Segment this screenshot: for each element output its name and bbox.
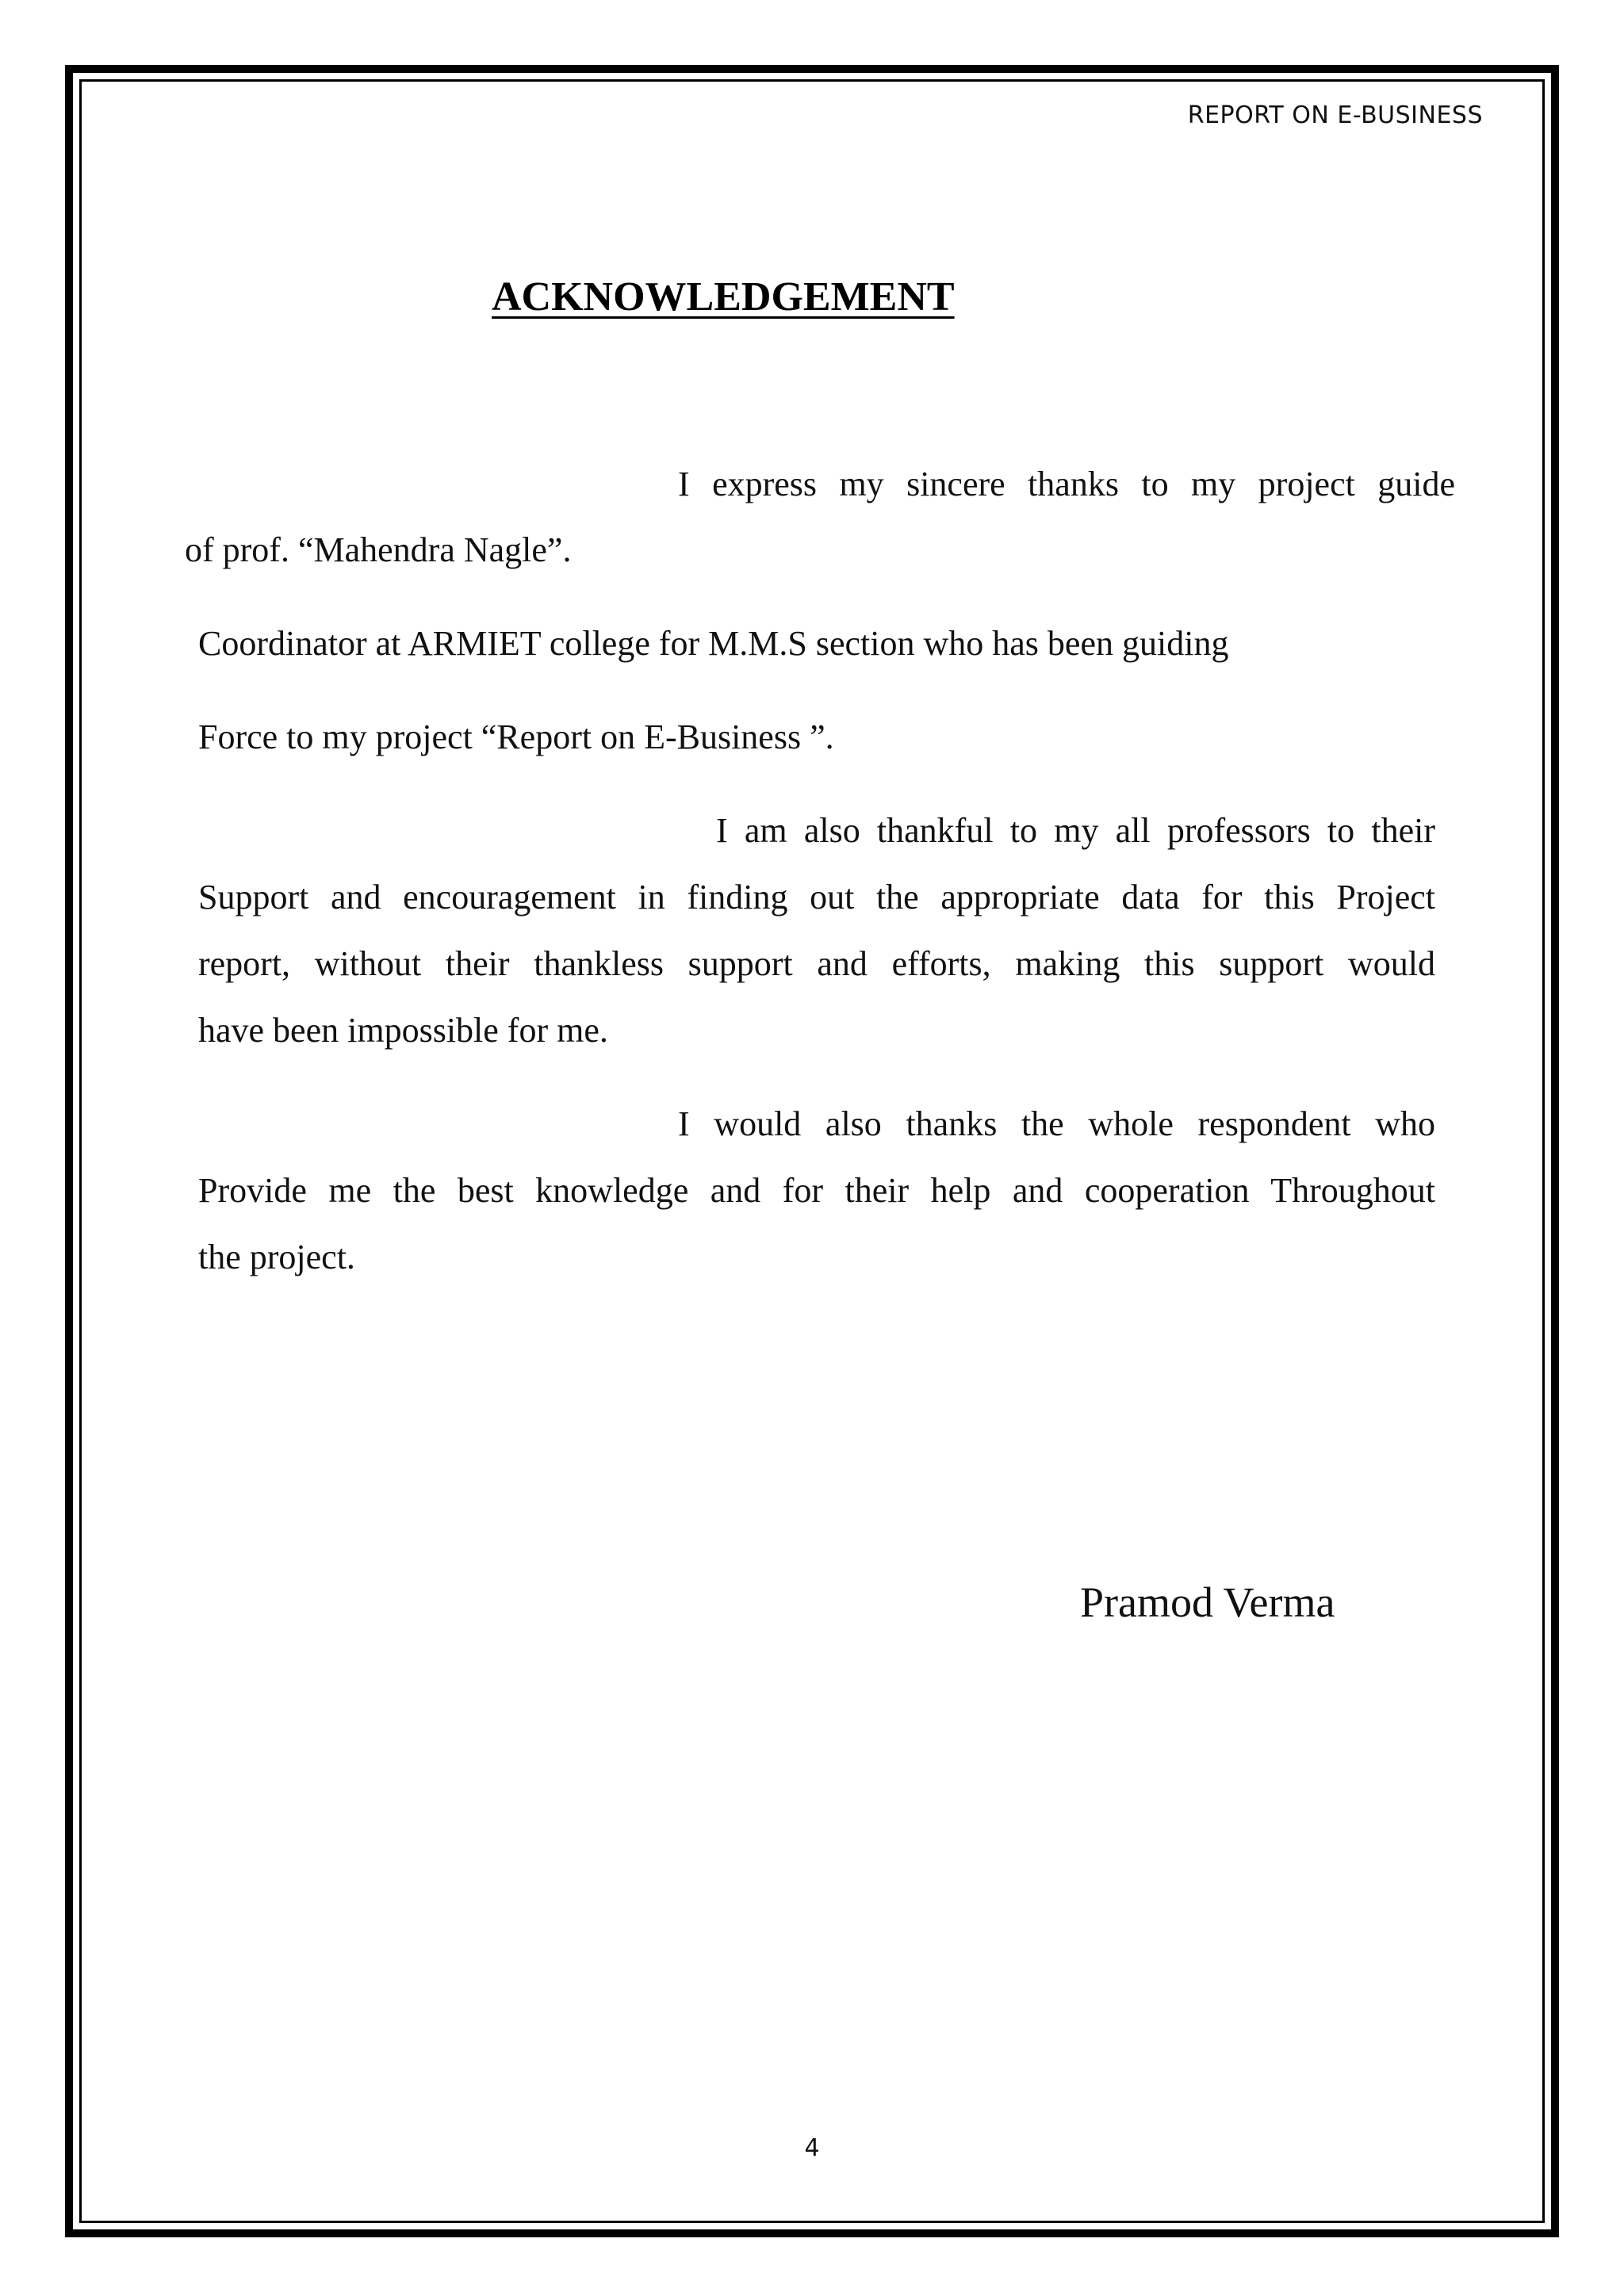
running-header: REPORT ON E-BUSINESS — [1187, 101, 1483, 129]
page-border-inner — [79, 79, 1545, 2223]
paragraph-3-line-1: I am also thankful to my all professors to their — [716, 811, 1435, 850]
page-title: ACKNOWLEDGEMENT — [492, 274, 955, 320]
paragraph-1-line-1: I express my sincere thanks to my project guide — [678, 465, 1455, 503]
paragraph-3-line-4: have been impossible for me. — [198, 1011, 608, 1050]
paragraph-3-line-2: Support and encouragement in finding out the appropriate data for this Project — [198, 878, 1435, 916]
paragraph-4-line-2: Provide me the best knowledge and for their help and cooperation Throughout — [198, 1171, 1435, 1210]
paragraph-1-line-2: of prof. “Mahendra Nagle”. — [185, 530, 572, 569]
paragraph-2-line-2: Force to my project “Report on E-Business ”. — [198, 718, 834, 756]
page-number: 4 — [804, 2134, 820, 2162]
paragraph-3-line-3: report, without their thankless support and efforts, making this support would — [198, 944, 1435, 983]
paragraph-2-line-1: Coordinator at ARMIET college for M.M.S section who has been guiding — [198, 624, 1229, 663]
paragraph-4-line-3: the project. — [198, 1238, 355, 1276]
paragraph-4-line-1: I would also thanks the whole respondent who — [678, 1104, 1435, 1143]
signature-name: Pramod Verma — [1080, 1578, 1335, 1626]
